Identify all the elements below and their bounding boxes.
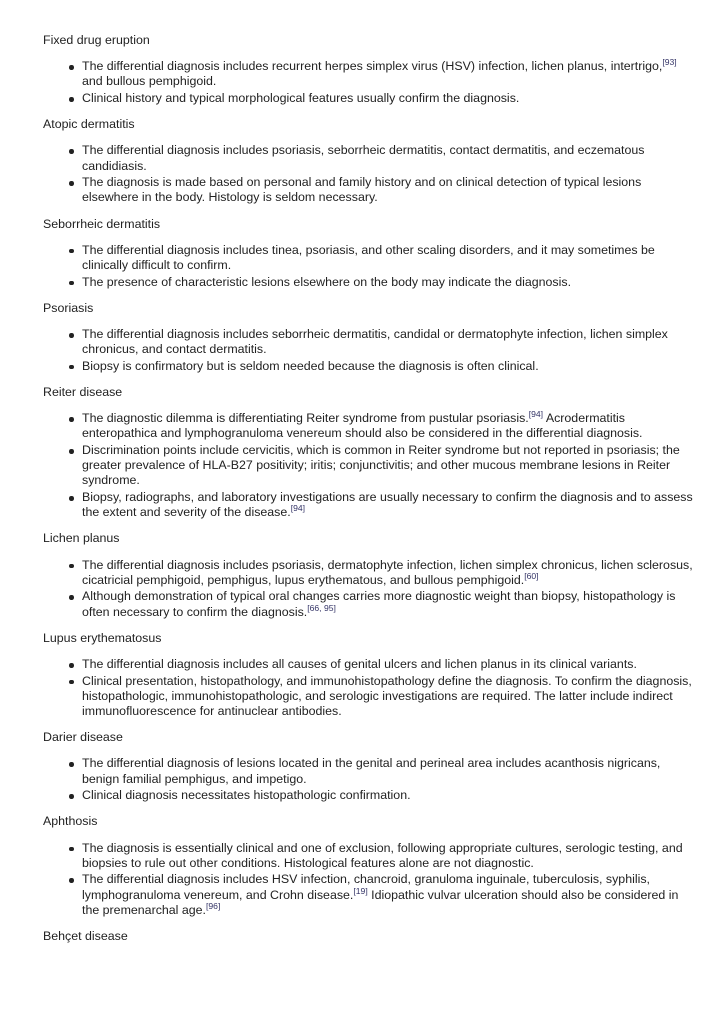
bullet-list (43, 143, 698, 205)
list-item-text: Discrimination points include cervicitis, which is common in Reiter syndrome but not reported in psoriasis; the greater prevalence of HLA-B27 positivity; iritis; conjunctivitis; and other mucous membrane lesions in Reiter syndrome. (82, 443, 680, 488)
list-item-text: and bullous pemphigoid. (82, 74, 217, 89)
section-heading: Seborrheic dermatitis (43, 216, 161, 231)
list-item-text: The differential diagnosis includes recurrent herpes simplex virus (HSV) infection, lichen planus, intertrigo, (82, 59, 663, 74)
bullet-list (43, 841, 698, 918)
list-item (82, 143, 698, 173)
list-item (82, 558, 698, 588)
bullet-list (43, 59, 698, 106)
list-item (82, 674, 698, 720)
list-item (82, 359, 698, 374)
list-item-text: The diagnosis is essentially clinical and one of exclusion, following appropriate cultures, serologic testing, and biopsies to rule out other conditions. Histological features alone are not diagnostic. (82, 840, 683, 870)
citation-reference[interactable]: [94] (528, 409, 544, 420)
section-heading: Aphthosis (43, 814, 98, 829)
list-item (82, 275, 698, 290)
list-item-text: Clinical presentation, histopathology, and immunohistopathology define the diagnosis. To confirm the diagnosis, histopathologic, immunohistopathologic, and serologic investigations are required. The latter include indirect immunofluorescence for antinuclear antibodies. (82, 673, 692, 719)
bullet-list (43, 243, 698, 290)
citation-reference[interactable]: [19] (353, 885, 368, 896)
citation-reference[interactable]: [66, 95] (307, 602, 336, 613)
citation-reference[interactable]: [93] (662, 57, 677, 68)
list-item (82, 59, 698, 89)
list-item-text: Biopsy is confirmatory but is seldom needed because the diagnosis is often clinical. (82, 358, 539, 373)
list-item (82, 788, 698, 803)
list-item-text: The differential diagnosis includes all causes of genital ulcers and lichen planus in its clinical variants. (82, 657, 637, 672)
list-item-text: Clinical history and typical morphological features usually confirm the diagnosis. (82, 91, 520, 105)
list-item (82, 175, 698, 205)
list-item (82, 490, 698, 520)
bullet-list (43, 411, 698, 520)
list-item-text: The presence of characteristic lesions elsewhere on the body may indicate the diagnosis. (82, 274, 572, 289)
list-item (82, 841, 698, 871)
list-item-text: The differential diagnosis includes psoriasis, seborrheic dermatitis, contact dermatitis, and eczematous candidiasis. (82, 143, 645, 173)
section-heading: Fixed drug eruption (43, 33, 150, 47)
list-item (82, 243, 698, 273)
list-item (82, 443, 698, 489)
list-item (82, 756, 698, 786)
bullet-list (43, 327, 698, 374)
section-heading: Lichen planus (43, 531, 120, 546)
list-item-text: The diagnostic dilemma is differentiating Reiter syndrome from pustular psoriasis. (82, 411, 529, 426)
bullet-list (43, 756, 698, 803)
list-item (82, 589, 698, 619)
list-item-text: The diagnosis is made based on personal and family history and on clinical detection of typical lesions elsewhere in the body. Histology is seldom necessary. (82, 175, 642, 205)
section-heading: Behçet disease (43, 929, 128, 944)
list-item-text: The differential diagnosis includes psoriasis, dermatophyte infection, lichen simplex chronicus, lichen sclerosus, cicatricial pemphigoid, pemphigus, lupus erythematous, and bullous pemphigoid. (82, 557, 693, 587)
list-item-text: Although demonstration of typical oral changes carries more diagnostic weight than biopsy, histopathology is often necessary to confirm the diagnosis. (82, 589, 676, 619)
section-heading: Atopic dermatitis (43, 117, 135, 132)
list-item (82, 327, 698, 357)
list-item-text: Acrodermatitis enteropathica and lymphogranuloma venereum should also be considered in the differential diagnosis. (82, 411, 643, 441)
list-item (82, 872, 698, 918)
citation-reference[interactable]: [94] (290, 503, 306, 514)
list-item (82, 411, 698, 441)
list-item-text: Idiopathic vulvar ulceration should also be considered in the premenarchal age. (82, 887, 679, 917)
section-heading: Darier disease (43, 730, 123, 745)
list-item-text: The differential diagnosis of lesions located in the genital and perineal area includes acanthosis nigricans, benign familial pemphigus, and impetigo. (82, 756, 661, 786)
list-item-text: The differential diagnosis includes seborrheic dermatitis, candidal or dermatophyte infection, lichen simplex chronicus, and contact dermatitis. (82, 327, 668, 357)
list-item-text: Biopsy, radiographs, and laboratory investigations are usually necessary to confirm the diagnosis and to assess the extent and severity of the disease. (82, 490, 693, 520)
citation-reference[interactable]: [96] (206, 900, 221, 911)
list-item-text: Clinical diagnosis necessitates histopathologic confirmation. (82, 788, 411, 803)
bullet-list (43, 558, 698, 620)
section-heading: Psoriasis (43, 300, 94, 315)
citation-reference[interactable]: [60] (524, 570, 539, 581)
list-item-text: The differential diagnosis includes tinea, psoriasis, and other scaling disorders, and it may sometimes be clinically difficult to confirm. (82, 242, 655, 273)
list-item-text: The differential diagnosis includes HSV infection, chancroid, granuloma inguinale, tuberculosis, syphilis, lymphogranuloma venereum, and Crohn disease. (82, 872, 650, 902)
bullet-list (43, 657, 698, 719)
list-item (82, 91, 698, 106)
section-heading: Lupus erythematosus (43, 630, 162, 645)
list-item (82, 657, 698, 672)
section-heading: Reiter disease (43, 385, 123, 400)
